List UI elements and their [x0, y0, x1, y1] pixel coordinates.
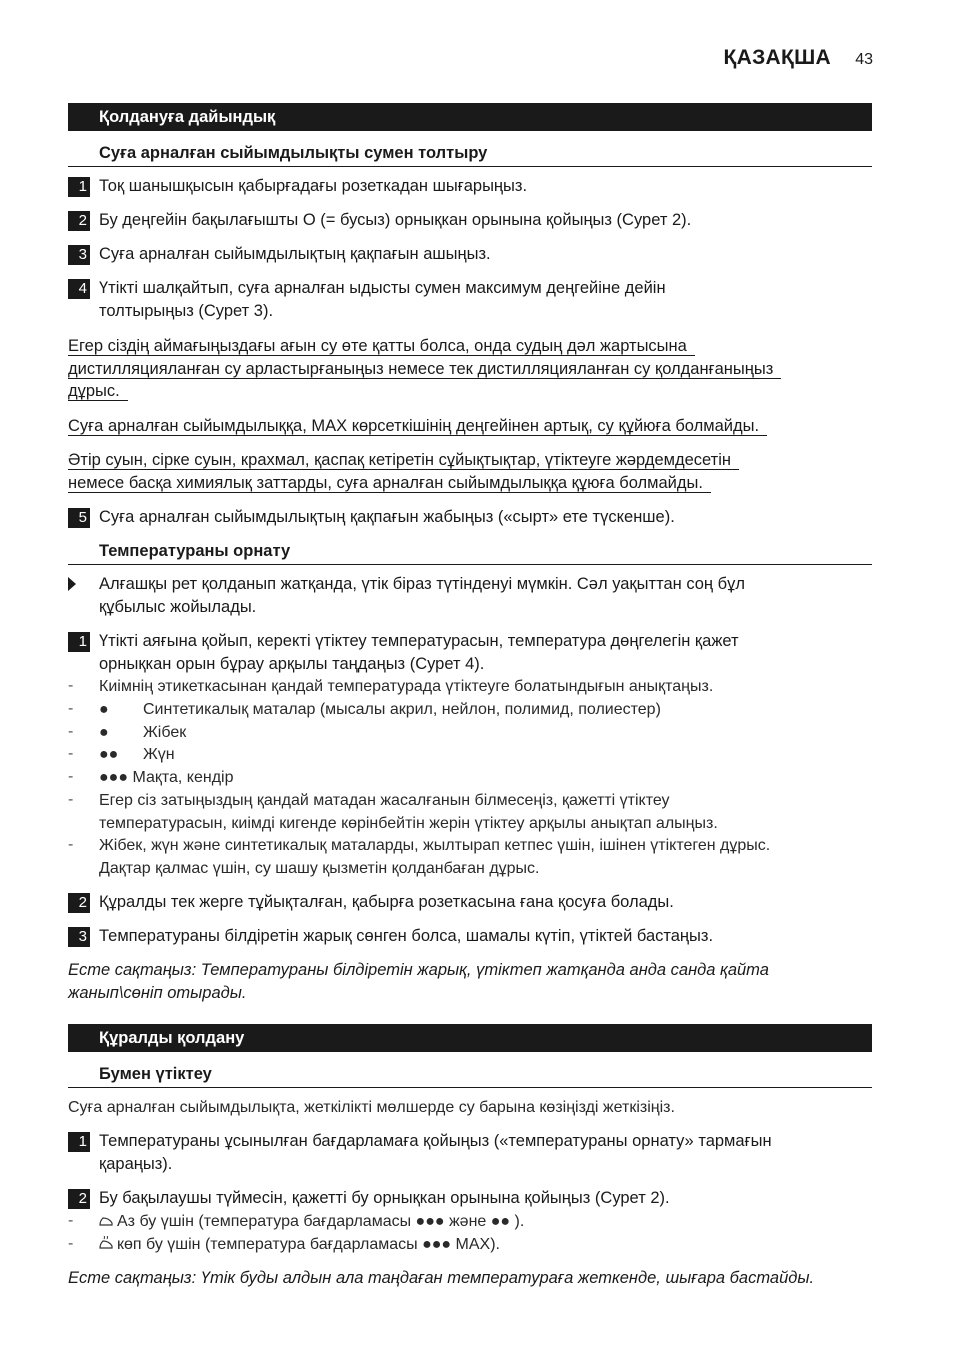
bullet-text-line: Алғашқы рет қолданып жатқанда, үтік біраз түтінденуі мүмкін. Сәл уақыттан соң бұл	[99, 575, 745, 593]
dash-item-line: температурасын, киімді кигенде көрінбейтін жерін үтіктеу арқылы анықтап алыңыз.	[99, 814, 718, 832]
step-text-line: Температураны ұсынылған бағдарламаға қойыңыз («температураны орнату» тармағын	[99, 1132, 772, 1150]
dash-item-label: көп бу үшін (температура бағдарламасы ●●● MAX).	[117, 1236, 500, 1253]
note-line: Суға арналған сыйымдылыққа, MAX көрсеткішінің деңгейінен артық, су құйюға болмайды.	[68, 417, 767, 436]
dash-item: Киімнің этикеткасынан қандай температурада үтіктеуге болатындығын анықтаңыз.	[99, 678, 714, 695]
step-text	[99, 277, 871, 322]
warning-note	[68, 449, 872, 494]
subsection-title: Температураны орнату	[99, 542, 291, 560]
dash-item	[99, 1234, 871, 1257]
step-number: 3	[68, 245, 90, 265]
step-text	[99, 1130, 871, 1175]
dash-mark: -	[68, 677, 74, 694]
step-number: 1	[68, 1132, 90, 1152]
dash-item-label: Синтетикалық маталар (мысалы акрил, нейлон, полимид, полиестер)	[143, 701, 661, 718]
note-line: дистилляцияланған су арластырғаныңыз немесе тек дистилляцияланған су қолданғаныңыз	[68, 360, 781, 379]
remember-note	[68, 959, 872, 1004]
note-line: Егер сіздің аймағыңыздағы ағын су өте қатты болса, онда судың дәл жартысына	[68, 337, 695, 356]
step-text-line: қараңыз).	[99, 1154, 173, 1173]
dash-item	[99, 790, 871, 835]
bullet-triangle-icon	[68, 577, 76, 591]
step-text: Суға арналған сыйымдылықтың қақпағын ашыңыз.	[99, 245, 491, 263]
dash-item	[99, 835, 871, 880]
dash-mark: -	[68, 1212, 74, 1229]
subsection-heading	[68, 142, 872, 167]
section-title: Қолдануға дайындық	[99, 108, 276, 126]
low-steam-icon	[99, 1215, 113, 1227]
dash-item-line: Жібек, жүн және синтетикалық маталарды, жылтырап кетпес үшін, ішінен үтіктеген дұрыс.	[99, 837, 771, 854]
warning-note	[68, 415, 872, 438]
dash-item-label: Жібек	[143, 724, 187, 741]
note-line: Әтір суын, сірке суын, крахмал, қаспақ кетіретін сұйықтықтар, үтіктеуге жәрдемдесетін	[68, 451, 739, 470]
section-title: Құралды қолдану	[99, 1029, 245, 1047]
step-number: 1	[68, 632, 90, 652]
bullet-text	[99, 573, 871, 618]
step-number: 2	[68, 893, 90, 913]
step-text-line: толтырыңыз (Сурет 3).	[99, 301, 274, 320]
page-language-header: ҚАЗАҚША	[723, 46, 831, 69]
step-text-line: Үтікті аяғына қойып, керекті үтіктеу температурасын, температура дөңгелегін қажет	[99, 632, 739, 650]
temperature-dots: ●●	[99, 746, 119, 763]
dash-item	[99, 722, 871, 745]
dash-item	[99, 767, 871, 790]
step-text: Тоқ шанышқысын қабырғадағы розеткадан шығарыңыз.	[99, 177, 528, 195]
note-line: жанып\сөніп отырады.	[68, 983, 247, 1002]
step-text: Температураны білдіретін жарық сөнген болса, шамалы күтіп, үтіктей бастаңыз.	[99, 927, 714, 945]
dash-mark: -	[68, 836, 74, 853]
step-number: 3	[68, 927, 90, 947]
dash-item-label: Мақта, кендір	[132, 769, 234, 786]
intro-text: Суға арналған сыйымдылықта, жеткілікті мөлшерде су барына көзіңізді жеткізіңіз.	[68, 1099, 675, 1116]
dash-mark: -	[68, 791, 74, 808]
subsection-title: Суға арналған сыйымдылықты сумен толтыру	[99, 144, 488, 162]
dash-item-line: Егер сіз затыңыздың қандай матадан жасалғанын білмесеңіз, қажетті үтіктеу	[99, 792, 670, 809]
step-number: 5	[68, 508, 90, 528]
step-text: Суға арналған сыйымдылықтың қақпағын жабыңыз («сырт» ете түскенше).	[99, 508, 675, 526]
step-text: Бу бақылаушы түймесін, қажетті бу орнықкан орынына қойыңыз (Сурет 2).	[99, 1189, 670, 1207]
bullet-text-line: құбылыс жойылады.	[99, 597, 257, 616]
dash-item	[99, 1211, 871, 1234]
step-text: Құралды тек жерге тұйықталған, қабырға розеткасына ғана қосуға болады.	[99, 893, 674, 911]
temperature-dots: ●	[99, 701, 109, 718]
step-text-line: Үтікті шалқайтып, суға арналған ыдысты сумен максимум деңгейіне дейін	[99, 279, 666, 297]
temperature-dots: ●	[99, 724, 109, 741]
step-number: 2	[68, 1189, 90, 1209]
subsection-title: Бумен үтіктеу	[99, 1065, 212, 1083]
temperature-dots: ●●●	[99, 769, 128, 786]
step-text: Бу деңгейін бақылағышты О (= бусыз) орнықкан орынына қойыңыз (Сурет 2).	[99, 211, 692, 229]
dash-item-label: Аз бу үшін (температура бағдарламасы ●●● және ●● ).	[117, 1213, 525, 1230]
step-number: 2	[68, 211, 90, 231]
subsection-heading	[68, 1063, 872, 1088]
dash-mark: -	[68, 768, 74, 785]
note-line: дұрыс.	[68, 382, 128, 401]
section-title-bar	[68, 103, 872, 131]
dash-mark: -	[68, 700, 74, 717]
note-line: Есте сақтаңыз: Температураны білдіретін жарық, үтіктеп жатқанда анда санда қайта	[68, 961, 769, 979]
dash-item-label: Жүн	[143, 746, 175, 763]
dash-item-line: Дақтар қалмас үшін, су шашу қызметін қолданбаған дұрыс.	[99, 859, 540, 877]
dash-mark: -	[68, 1235, 74, 1252]
step-text-line: орнықкан орын бұрау арқылы таңдаңыз (Сурет 4).	[99, 654, 485, 673]
page-number: 43	[855, 51, 873, 68]
remember-note: Есте сақтаңыз: Үтік буды алдын ала таңдаған температураға жеткенде, шығара бастайды.	[68, 1269, 815, 1287]
step-number: 1	[68, 177, 90, 197]
dash-mark: -	[68, 723, 74, 740]
subsection-heading	[68, 540, 872, 565]
step-text	[99, 630, 871, 675]
warning-note	[68, 335, 872, 403]
section-title-bar	[68, 1024, 872, 1052]
dash-item	[99, 744, 871, 767]
step-number: 4	[68, 279, 90, 299]
high-steam-icon	[99, 1236, 113, 1250]
dash-mark: -	[68, 745, 74, 762]
dash-item	[99, 699, 871, 722]
note-line: немесе басқа химиялық заттарды, суға арналған сыйымдылыққа құюға болмайды.	[68, 474, 711, 493]
